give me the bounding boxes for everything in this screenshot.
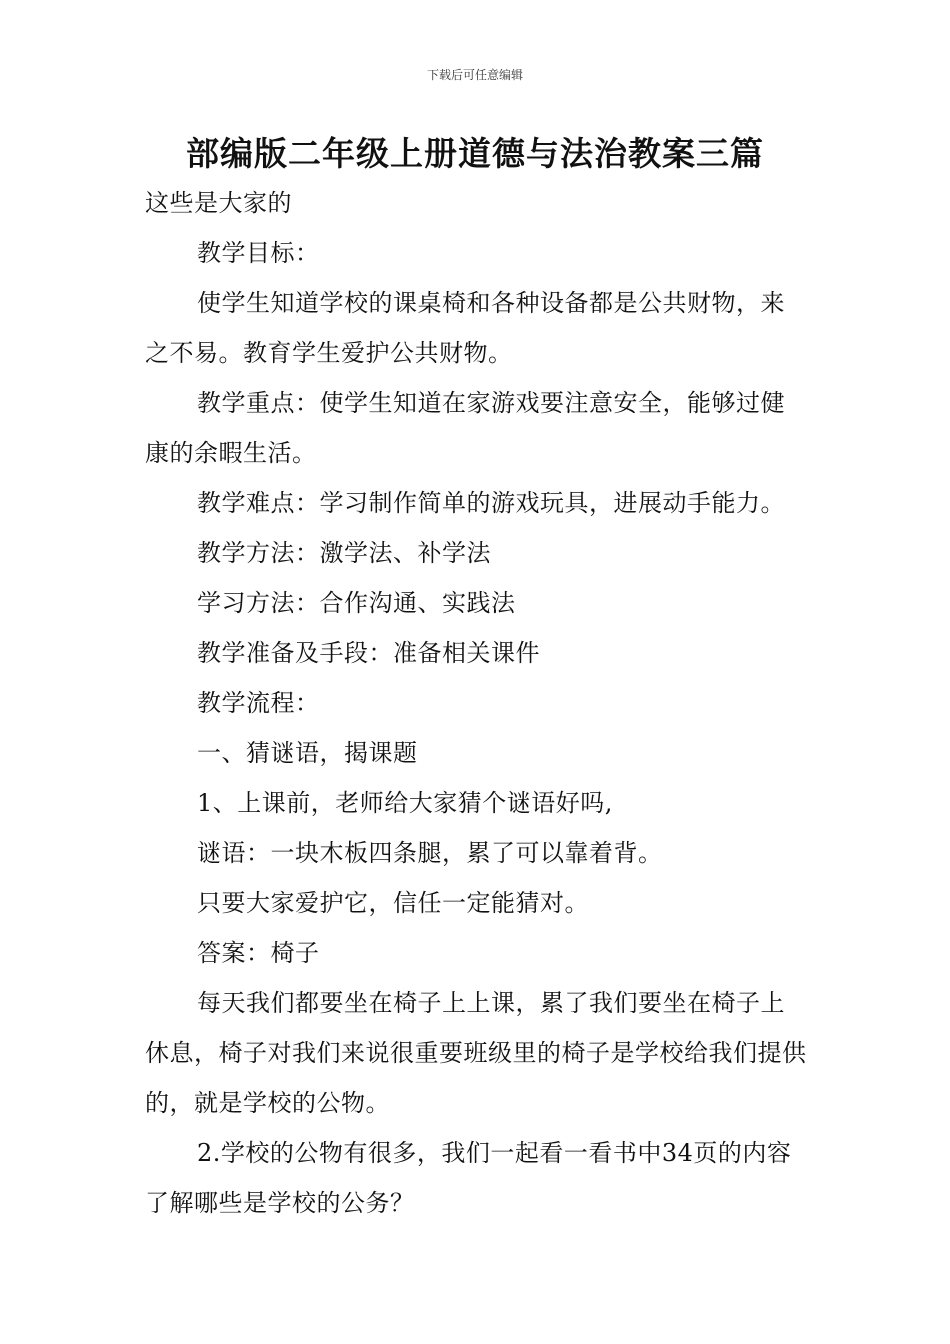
paragraph: 谜语：一块木板四条腿，累了可以靠着背。 xyxy=(197,839,663,867)
paragraph: 使学生知道学校的课桌椅和各种设备都是公共财物，来之不易。教育学生爱护公共财物。 xyxy=(145,289,785,367)
paragraph: 教学重点：使学生知道在家游戏要注意安全，能够过健康的余暇生活。 xyxy=(145,389,785,467)
paragraph: 一、猜谜语，揭课题 xyxy=(197,739,418,767)
paragraph: 学习方法：合作沟通、实践法 xyxy=(197,589,516,617)
paragraph: 这些是大家的 xyxy=(145,189,292,217)
page-header-note: 下载后可任意编辑 xyxy=(426,68,523,82)
paragraph: 1、上课前，老师给大家猜个谜语好吗, xyxy=(197,789,613,817)
paragraph: 教学目标： xyxy=(197,239,320,267)
paragraph: 只要大家爱护它，信任一定能猜对。 xyxy=(197,889,589,917)
paragraph: 教学流程： xyxy=(197,689,320,717)
paragraph: 教学难点：学习制作简单的游戏玩具，进展动手能力。 xyxy=(197,489,785,517)
paragraph: 教学方法：激学法、补学法 xyxy=(197,539,491,567)
paragraph: 答案：椅子 xyxy=(197,939,320,967)
paragraph: 教学准备及手段：准备相关课件 xyxy=(197,639,540,667)
paragraph: 每天我们都要坐在椅子上上课，累了我们要坐在椅子上休息，椅子对我们来说很重要班级里的椅子是学校给我们提供的，就是学校的公物。 xyxy=(145,989,807,1117)
paragraph: 2.学校的公物有很多，我们一起看一看书中34页的内容了解哪些是学校的公务？ xyxy=(145,1139,792,1217)
document-body xyxy=(145,178,807,1228)
document-title: 部编版二年级上册道德与法治教案三篇 xyxy=(186,134,764,173)
